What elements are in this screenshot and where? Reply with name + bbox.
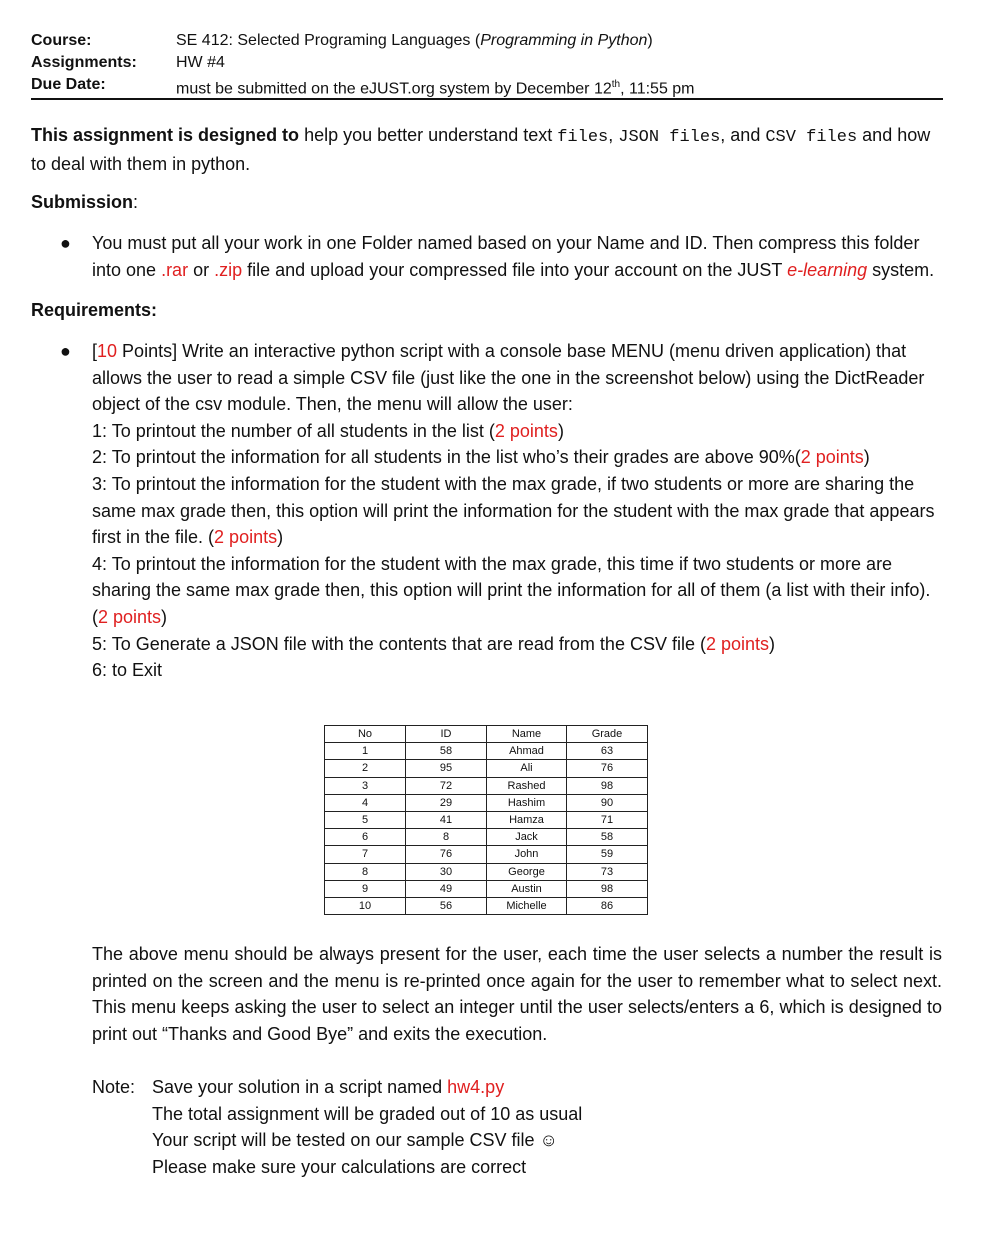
table-cell: 30 xyxy=(406,863,487,880)
table-cell: 49 xyxy=(406,880,487,897)
table-row xyxy=(325,829,648,846)
bullet-icon: ● xyxy=(60,341,71,361)
table-cell: Michelle xyxy=(487,897,567,914)
table-row xyxy=(325,794,648,811)
course-row xyxy=(31,30,943,52)
submission-text-3: file and upload your compressed file into your account on the JUST xyxy=(242,259,788,280)
req-intro-text: Points] Write an interactive python script with a console base MENU (menu driven application) that allows the user to read a simple CSV file (just like the one in the screenshot below) using the DictReader object of the csv module. Then, the menu will allow the user: xyxy=(92,341,925,415)
note-line-1-text: Save your solution in a script named xyxy=(152,1077,448,1097)
table-row xyxy=(325,743,648,760)
table-cell: 4 xyxy=(325,794,406,811)
table-cell: 1 xyxy=(325,743,406,760)
table-cell: 72 xyxy=(406,777,487,794)
elearning-link: e-learning xyxy=(787,259,868,280)
due-date-sup: th xyxy=(611,79,621,90)
points-2: 2 points xyxy=(214,527,278,548)
table-cell: 2 xyxy=(325,760,406,777)
table-header-cell: Name xyxy=(487,726,567,743)
menu-explanation: The above menu should be always present for the user, each time the user selects a number the result is printed on the screen and the menu is re-printed once again for the user to remember what to select next. This menu keeps asking the user to select an integer until the user selects/enters a 6, which is designed to print out “Thanks and Good Bye” and exits the execution. xyxy=(92,944,942,1044)
menu-item-1 xyxy=(92,418,944,445)
bullet-icon: ● xyxy=(60,233,71,253)
due-date-row xyxy=(31,74,943,96)
menu-item-2 xyxy=(92,444,944,471)
table-cell: 76 xyxy=(567,760,648,777)
note-line-1 xyxy=(92,1074,582,1101)
table-cell: Jack xyxy=(487,829,567,846)
table-cell: 98 xyxy=(567,880,648,897)
table-cell: 71 xyxy=(567,811,648,828)
intro-text-2: , xyxy=(608,125,619,145)
due-date-label: Due Date: xyxy=(31,76,106,93)
menu-item-2-text: 2: To printout the information for all students in the list who’s their grades are above 90%( xyxy=(92,447,801,468)
table-row xyxy=(325,760,648,777)
course-code: SE 412: Selected Programing Languages ( xyxy=(176,32,481,49)
table-cell: Rashed xyxy=(487,777,567,794)
table-cell: 3 xyxy=(325,777,406,794)
table-cell: 8 xyxy=(406,829,487,846)
table-cell: 73 xyxy=(567,863,648,880)
intro-text-1: help you better understand text xyxy=(299,125,558,145)
note-line-4: Please make sure your calculations are correct xyxy=(152,1156,527,1177)
table-cell: 59 xyxy=(567,846,648,863)
intro-text-3: , and xyxy=(720,125,766,145)
paren-close: ) xyxy=(557,420,564,441)
table-row xyxy=(325,777,648,794)
table-cell: 58 xyxy=(406,743,487,760)
points-10: 10 xyxy=(97,341,118,361)
table-cell: 58 xyxy=(567,829,648,846)
assignment-header xyxy=(31,30,943,96)
course-subtitle: Programming in Python xyxy=(480,32,648,49)
req-open: [ xyxy=(92,341,98,361)
submission-colon: : xyxy=(133,192,139,212)
menu-item-6: 6: to Exit xyxy=(92,660,163,681)
requirements-text xyxy=(92,338,944,684)
submission-text-1: You must put all your work in one Folder named based on your Name and ID. Then compress this folder into one xyxy=(92,233,920,280)
table-cell: 95 xyxy=(406,760,487,777)
due-date-time: , 11:55 pm xyxy=(620,80,695,98)
menu-item-4-text: 4: To printout the information for the student with the max grade, this time if two students or more are sharing the same max grade then, this option will print the information for all of them (a list with their info). ( xyxy=(92,553,931,627)
intro-files: files xyxy=(557,128,609,147)
intro-csv: CSV files xyxy=(765,128,858,147)
points-2: 2 points xyxy=(494,420,558,441)
table-header-cell: No xyxy=(325,726,406,743)
table-cell: George xyxy=(487,863,567,880)
table-header-cell: ID xyxy=(406,726,487,743)
table-cell: 6 xyxy=(325,829,406,846)
table-row xyxy=(325,846,648,863)
table-cell: 86 xyxy=(567,897,648,914)
script-name: hw4.py xyxy=(447,1077,505,1097)
table-cell: Hamza xyxy=(487,811,567,828)
paren-close: ) xyxy=(161,606,168,627)
table-cell: John xyxy=(487,846,567,863)
submission-heading xyxy=(31,189,138,216)
table-header-row xyxy=(325,726,648,743)
intro-paragraph xyxy=(31,122,943,178)
table-cell: 90 xyxy=(567,794,648,811)
intro-bold: This assignment is designed to xyxy=(31,125,300,145)
table-cell: 5 xyxy=(325,811,406,828)
intro-text-4: and how to deal with them in python. xyxy=(31,125,931,174)
table-cell: 9 xyxy=(325,880,406,897)
menu-item-3-text: 3: To printout the information for the student with the max grade, if two students or more are sharing the same max grade then, this option will print the information for the student with the max grade that appears first in the file. ( xyxy=(92,473,935,548)
rar-ext: .rar xyxy=(161,259,189,280)
table-row xyxy=(325,880,648,897)
paren-close: ) xyxy=(277,527,284,548)
assignment-label: Assignments: xyxy=(31,54,137,71)
course-label: Course: xyxy=(31,32,92,49)
table-cell: 8 xyxy=(325,863,406,880)
students-table xyxy=(324,725,648,915)
table-cell: 63 xyxy=(567,743,648,760)
assignment-row xyxy=(31,52,943,74)
table-cell: 41 xyxy=(406,811,487,828)
due-date-value xyxy=(176,74,943,96)
table-cell: Hashim xyxy=(487,794,567,811)
note-label: Note: xyxy=(92,1077,136,1097)
points-2: 2 points xyxy=(705,633,770,654)
table-cell: 76 xyxy=(406,846,487,863)
points-2: 2 points xyxy=(800,447,864,468)
note-line-3: Your script will be tested on our sample CSV file ☺ xyxy=(152,1130,558,1151)
menu-item-1-text: 1: To printout the number of all students in the list ( xyxy=(92,420,495,441)
submission-text xyxy=(92,230,944,283)
submission-text-4: system. xyxy=(867,259,935,280)
table-cell: 56 xyxy=(406,897,487,914)
table-cell: 98 xyxy=(567,777,648,794)
table-row xyxy=(325,863,648,880)
requirements-intro xyxy=(92,338,944,418)
menu-item-5 xyxy=(92,631,944,658)
assignment-value: HW #4 xyxy=(176,54,225,71)
table-cell: 10 xyxy=(325,897,406,914)
table-cell: 29 xyxy=(406,794,487,811)
table-cell: Ahmad xyxy=(487,743,567,760)
table-header-cell: Grade xyxy=(567,726,648,743)
paren-close: ) xyxy=(769,633,776,654)
due-date-text: must be submitted on the eJUST.org system by December 12 xyxy=(176,80,612,98)
note-line-2: The total assignment will be graded out of 10 as usual xyxy=(152,1103,583,1124)
table-row xyxy=(325,811,648,828)
header-divider xyxy=(31,98,943,100)
menu-item-4 xyxy=(92,551,944,631)
table-row xyxy=(325,897,648,914)
note-block xyxy=(92,1074,582,1180)
zip-ext: .zip xyxy=(214,259,243,280)
table-cell: Ali xyxy=(487,760,567,777)
table-cell: 7 xyxy=(325,846,406,863)
submission-text-2: or xyxy=(188,259,215,280)
table-cell: Austin xyxy=(487,880,567,897)
points-2: 2 points xyxy=(98,606,162,627)
submission-label: Submission xyxy=(31,192,134,212)
course-value xyxy=(176,30,943,52)
course-close: ) xyxy=(647,32,653,49)
menu-item-5-text: 5: To Generate a JSON file with the contents that are read from the CSV file ( xyxy=(92,633,706,654)
intro-json: JSON files xyxy=(618,128,721,147)
menu-item-3 xyxy=(92,471,944,551)
paren-close: ) xyxy=(863,447,870,468)
requirements-heading: Requirements: xyxy=(31,300,158,320)
